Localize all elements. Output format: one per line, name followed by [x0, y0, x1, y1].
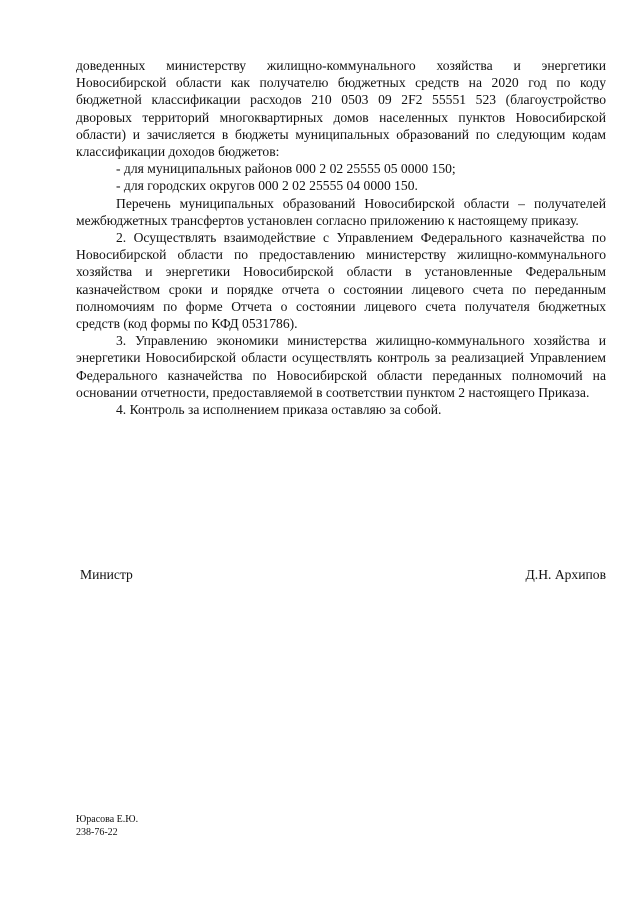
signatory-name: Д.Н. Архипов	[525, 567, 606, 582]
paragraph-item-3: 3. Управлению экономики министерства жилищно-коммунального хозяйства и энергетики Новосибирской области осуществлять контроль за реализацией Управлением Федерального казначейства по Новосибирской области переданных полномочий на основании отчетности, предоставляемой в соответствии пунктом 2 настоящего Приказа.	[76, 333, 606, 400]
paragraph-budget-codes: доведенных министерству жилищно-коммунального хозяйства и энергетики Новосибирской области как получателю бюджетных средств на 2020 год по коду бюджетной классификации расходов 210 0503 09 2F2 55551 523 (благоустройство дворовых территорий многоквартирных домов населенных пунктов Новосибирской области) и зачисляется в бюджеты муниципальных образований по следующим кодам классификации доходов бюджетов:	[76, 58, 606, 160]
paragraph-municipal-districts-code: - для муниципальных районов 000 2 02 25555 05 0000 150;	[116, 161, 456, 177]
executor-phone: 238-76-22	[76, 826, 118, 838]
paragraph-item-4: 4. Контроль за исполнением приказа оставляю за собой.	[116, 402, 442, 418]
document-body	[76, 57, 606, 418]
executor-block	[76, 814, 138, 839]
paragraph-city-districts-code: - для городских округов 000 2 02 25555 04 0000 150.	[116, 178, 418, 194]
executor-name: Юрасова Е.Ю.	[76, 814, 139, 825]
paragraph-item-2: 2. Осуществлять взаимодействие с Управлением Федерального казначейства по Новосибирской области по предоставлению министерству жилищно-коммунального хозяйства и энергетики Новосибирской области в установленные Федеральным казначейством сроки и порядке отчета о состоянии лицевого счета по переданным полномочиям по форме Отчета о состоянии лицевого счета получателя бюджетных средств (код формы по КФД 0531786).	[76, 230, 606, 332]
signatory-title: Министр	[80, 567, 133, 582]
paragraph-recipients-list: Перечень муниципальных образований Новосибирской области – получателей межбюджетных трансфертов установлен согласно приложению к настоящему приказу.	[76, 195, 606, 228]
